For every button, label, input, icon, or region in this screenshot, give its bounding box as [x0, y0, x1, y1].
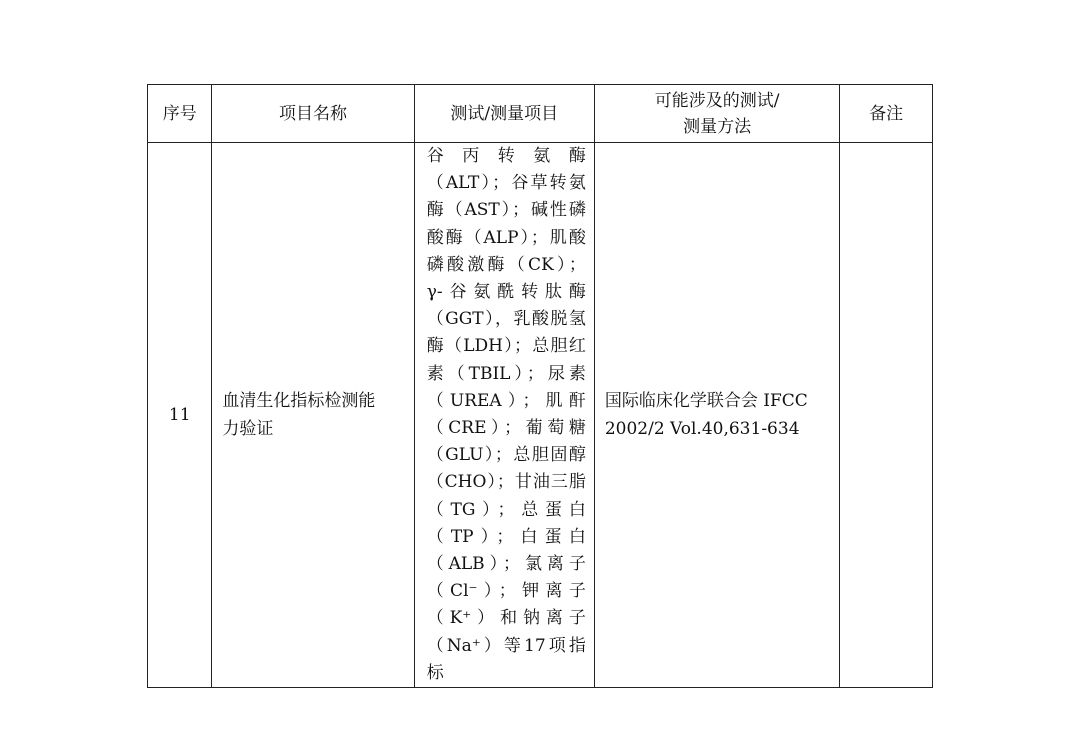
- items-line: （UREA）；肌酐: [426, 390, 586, 411]
- items-line: （Na⁺）等17项指: [426, 635, 586, 656]
- header-method: [594, 85, 840, 143]
- items-line: 酸酶（ALP）；肌酸: [426, 227, 586, 248]
- items-line: （K⁺）和钠离子: [426, 608, 586, 629]
- cell-name-line1: 血清生化指标检测能: [222, 391, 376, 412]
- items-line: 磷酸激酶（CK）；: [426, 254, 586, 275]
- cell-note: [840, 143, 933, 688]
- cell-seq: 11: [148, 143, 212, 688]
- table-header-row: [148, 85, 933, 143]
- document-table: [147, 84, 933, 688]
- cell-items: [414, 143, 594, 688]
- header-name: 项目名称: [212, 85, 414, 143]
- items-line: （Cl⁻）；钾离子: [426, 581, 586, 602]
- header-seq: 序号: [148, 85, 212, 143]
- items-line: （TP）；白蛋白: [426, 526, 586, 547]
- header-method-line2: 测量方法: [683, 116, 752, 137]
- items-line: 谷 丙 转 氨 酶: [426, 146, 586, 166]
- header-note: 备注: [840, 85, 933, 143]
- cell-method-line2: 2002/2 Vol.40,631-634: [604, 419, 800, 440]
- table-row: [148, 143, 933, 688]
- items-line: （GLU）；总胆固醇: [426, 445, 586, 466]
- items-line: （TG）；总蛋白: [426, 499, 586, 520]
- items-line: 酶（AST）；碱性磷: [426, 200, 586, 221]
- items-line: （ALT）；谷草转氨: [426, 173, 586, 194]
- header-items: 测试/测量项目: [414, 85, 594, 143]
- cell-method-line1: 国际临床化学联合会 IFCC: [604, 391, 808, 412]
- items-line: （CHO）；甘油三脂: [426, 472, 586, 493]
- items-line: （GGT），乳酸脱氢: [426, 309, 586, 330]
- items-line: （CRE）；葡萄糖: [426, 418, 586, 439]
- items-line: γ-谷氨酰转肽酶: [426, 282, 586, 303]
- cell-name: [212, 143, 414, 688]
- items-line: 素（TBIL）；尿素: [426, 363, 586, 384]
- items-line: （ALB）；氯离子: [426, 554, 586, 575]
- items-line: 标: [426, 662, 444, 683]
- header-method-line1: 可能涉及的测试/: [654, 90, 780, 111]
- cell-name-line2: 力验证: [222, 419, 274, 440]
- cell-method: [594, 143, 840, 688]
- items-line: 酶（LDH）；总胆红: [426, 336, 586, 357]
